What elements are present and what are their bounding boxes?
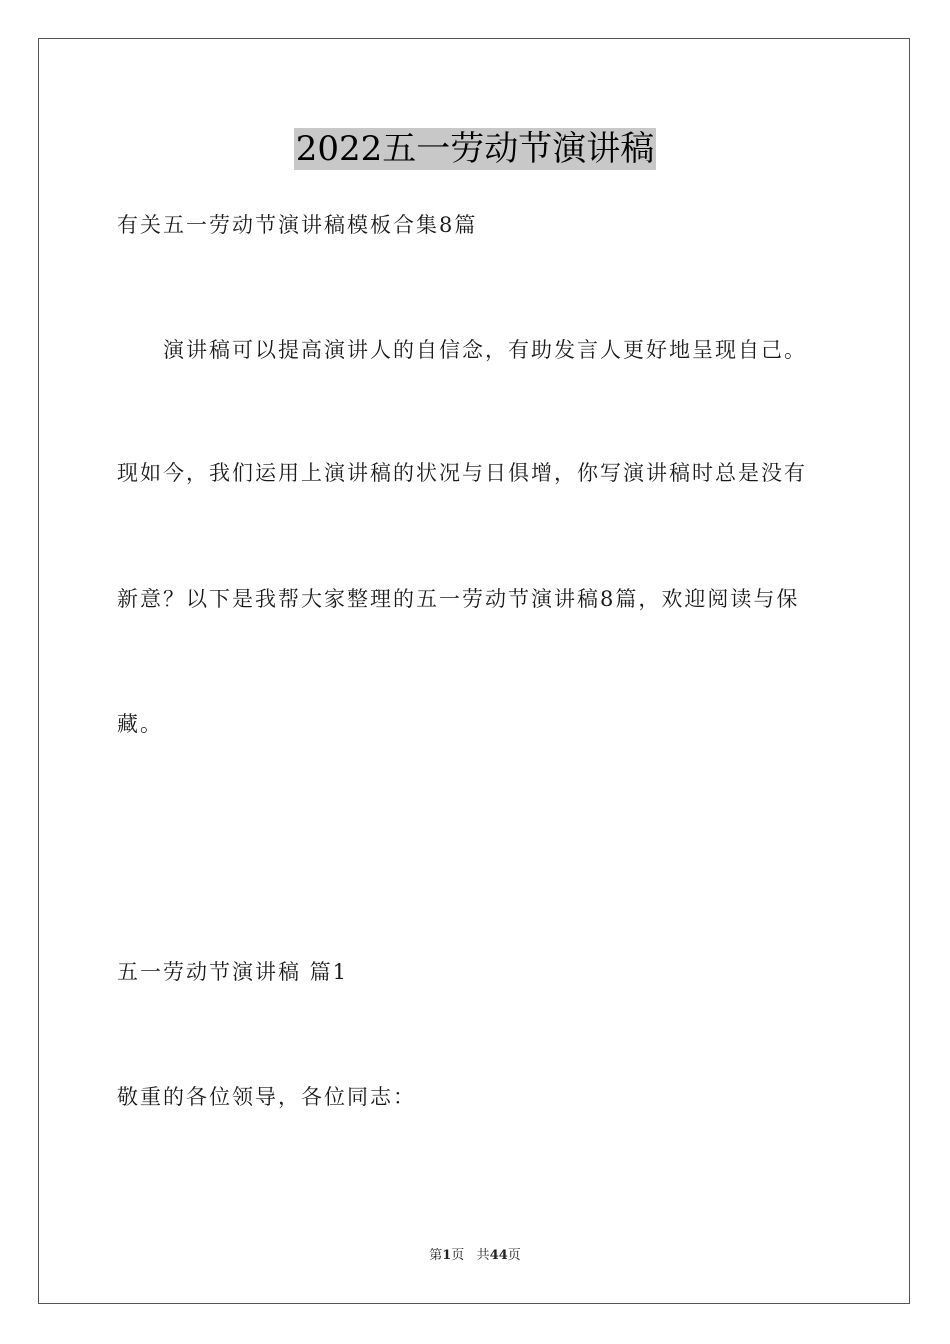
footer-total-prefix: 共 (476, 1248, 490, 1263)
document-subtitle: 有关五一劳动节演讲稿模板合集8篇 (117, 213, 478, 237)
intro-line-4: 藏。 (117, 712, 163, 736)
document-title-block (0, 128, 950, 170)
document-title: 2022五一劳动节演讲稿 (295, 129, 655, 169)
footer-total-suffix: 页 (507, 1248, 521, 1263)
intro-line-2: 现如今，我们运用上演讲稿的状况与日俱增，你写演讲稿时总是没有 (117, 461, 807, 485)
footer-total-pages: 44 (489, 1248, 508, 1263)
section-heading: 五一劳动节演讲稿 篇1 (117, 960, 349, 984)
intro-line-1: 演讲稿可以提高演讲人的自信念，有助发言人更好地呈现自己。 (163, 338, 807, 362)
footer-page-number: 1 (442, 1248, 452, 1263)
page-footer (0, 1247, 950, 1265)
salutation: 敬重的各位领导，各位同志： (117, 1085, 416, 1109)
intro-line-3: 新意？以下是我帮大家整理的五一劳动节演讲稿8篇，欢迎阅读与保 (117, 587, 800, 611)
footer-page-prefix: 第 (429, 1248, 443, 1263)
footer-page-suffix: 页 (451, 1248, 465, 1263)
